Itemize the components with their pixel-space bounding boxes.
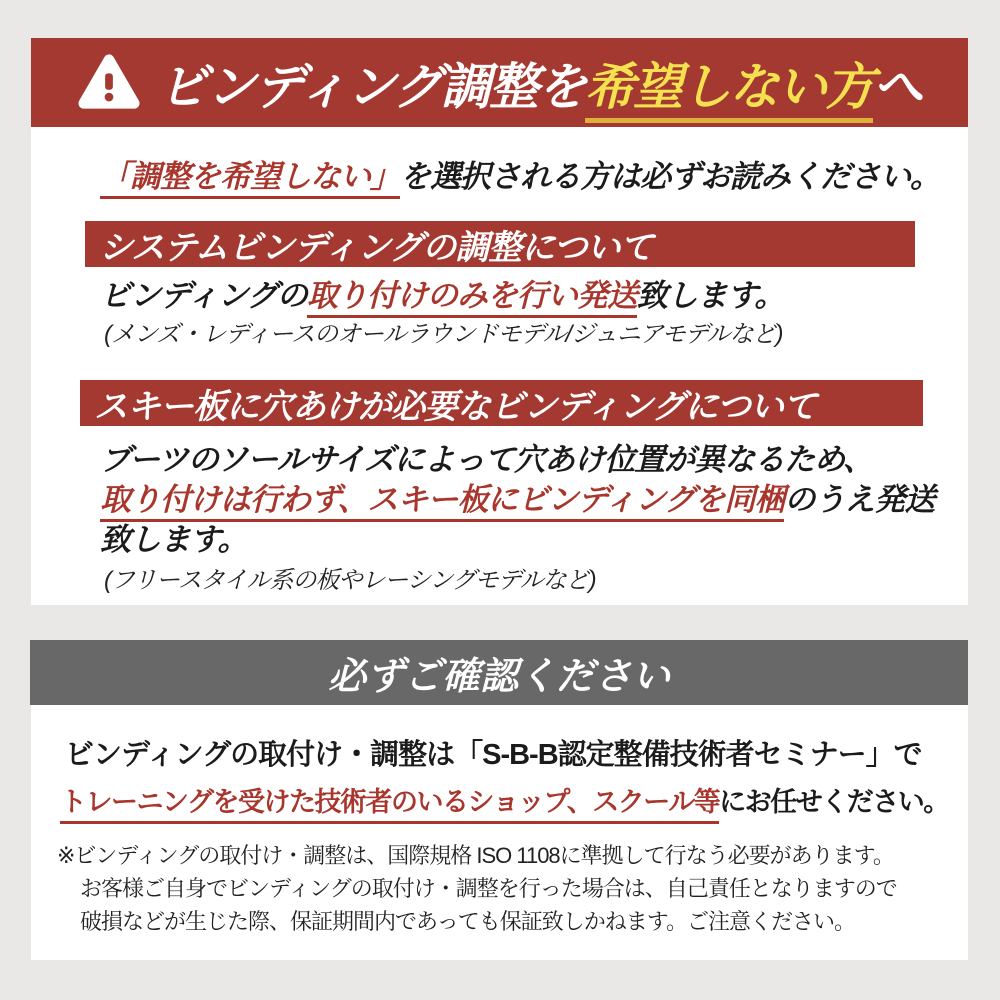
section1-pre: ビンディングの [100,278,307,313]
confirm-line2-post: にお任せください。 [719,787,949,817]
title-segment: へ [873,58,921,115]
confirm-line2-emphasis: トレーニングを受けた技術者のいるショップ、スクール等 [60,787,719,824]
section1-emphasis: 取り付けのみを行い発送 [307,278,637,318]
section-title: スキー板に穴あけが必要なビンディングについて [94,387,816,426]
footnote-line: お客様ご自身でビンディングの取付け・調整を行った場合は、自己責任となりますので [80,876,897,901]
section2-line3: 致します。 [100,522,248,557]
section2-emphasis: 取り付けは行わず、スキー板にビンディングを同梱 [100,482,784,522]
section-title: システムビンディングの調整について [99,228,653,267]
section1-post: 致します。 [636,278,785,313]
section2-line2 [100,480,968,520]
confirm-banner [30,640,968,705]
confirm-banner-title: 必ずご確認ください [327,656,670,698]
section1-note: (メンズ・レディースのオールラウンドモデル/ジュニアモデルなど) [104,321,783,348]
title-highlight: 希望しない方 [585,59,873,123]
confirm-line2 [60,781,968,823]
footnote-line: ※ビンディングの取付け・調整は、国際規格 ISO 1108に準拠して行なう必要があります。 [57,843,894,868]
confirm-body-card [31,705,968,960]
intro-highlight: 「調整を希望しない」 [100,159,400,199]
main-warning-banner [31,38,968,127]
section-banner-drilling-binding [80,380,923,426]
intro-line [100,157,968,197]
section-banner-system-binding [85,221,915,267]
section2-note: (フリースタイル系の板やレーシングモデルなど) [104,567,596,594]
intro-rest: を選択される方は必ずお読みください。 [400,159,940,194]
confirm-line1: ビンディングの取付け・調整は「S-B-B認定整備技術者セミナー」で [65,739,922,771]
footnote-line: 破損などが生じた際、保証期間内であっても保証致しかねます。ご注意ください。 [80,909,856,934]
warning-triangle-icon [78,52,140,114]
section1-line [100,276,968,316]
section2-line1: ブーツのソールサイズによって穴あけ位置が異なるため、 [100,442,873,477]
notice-body [31,127,968,605]
page-title [158,47,921,119]
section2-line2-post: のうえ発送 [784,482,935,517]
binding-notice-card [31,38,968,605]
title-segment: ビンディング調整を [158,58,585,115]
footnotes [57,839,968,938]
